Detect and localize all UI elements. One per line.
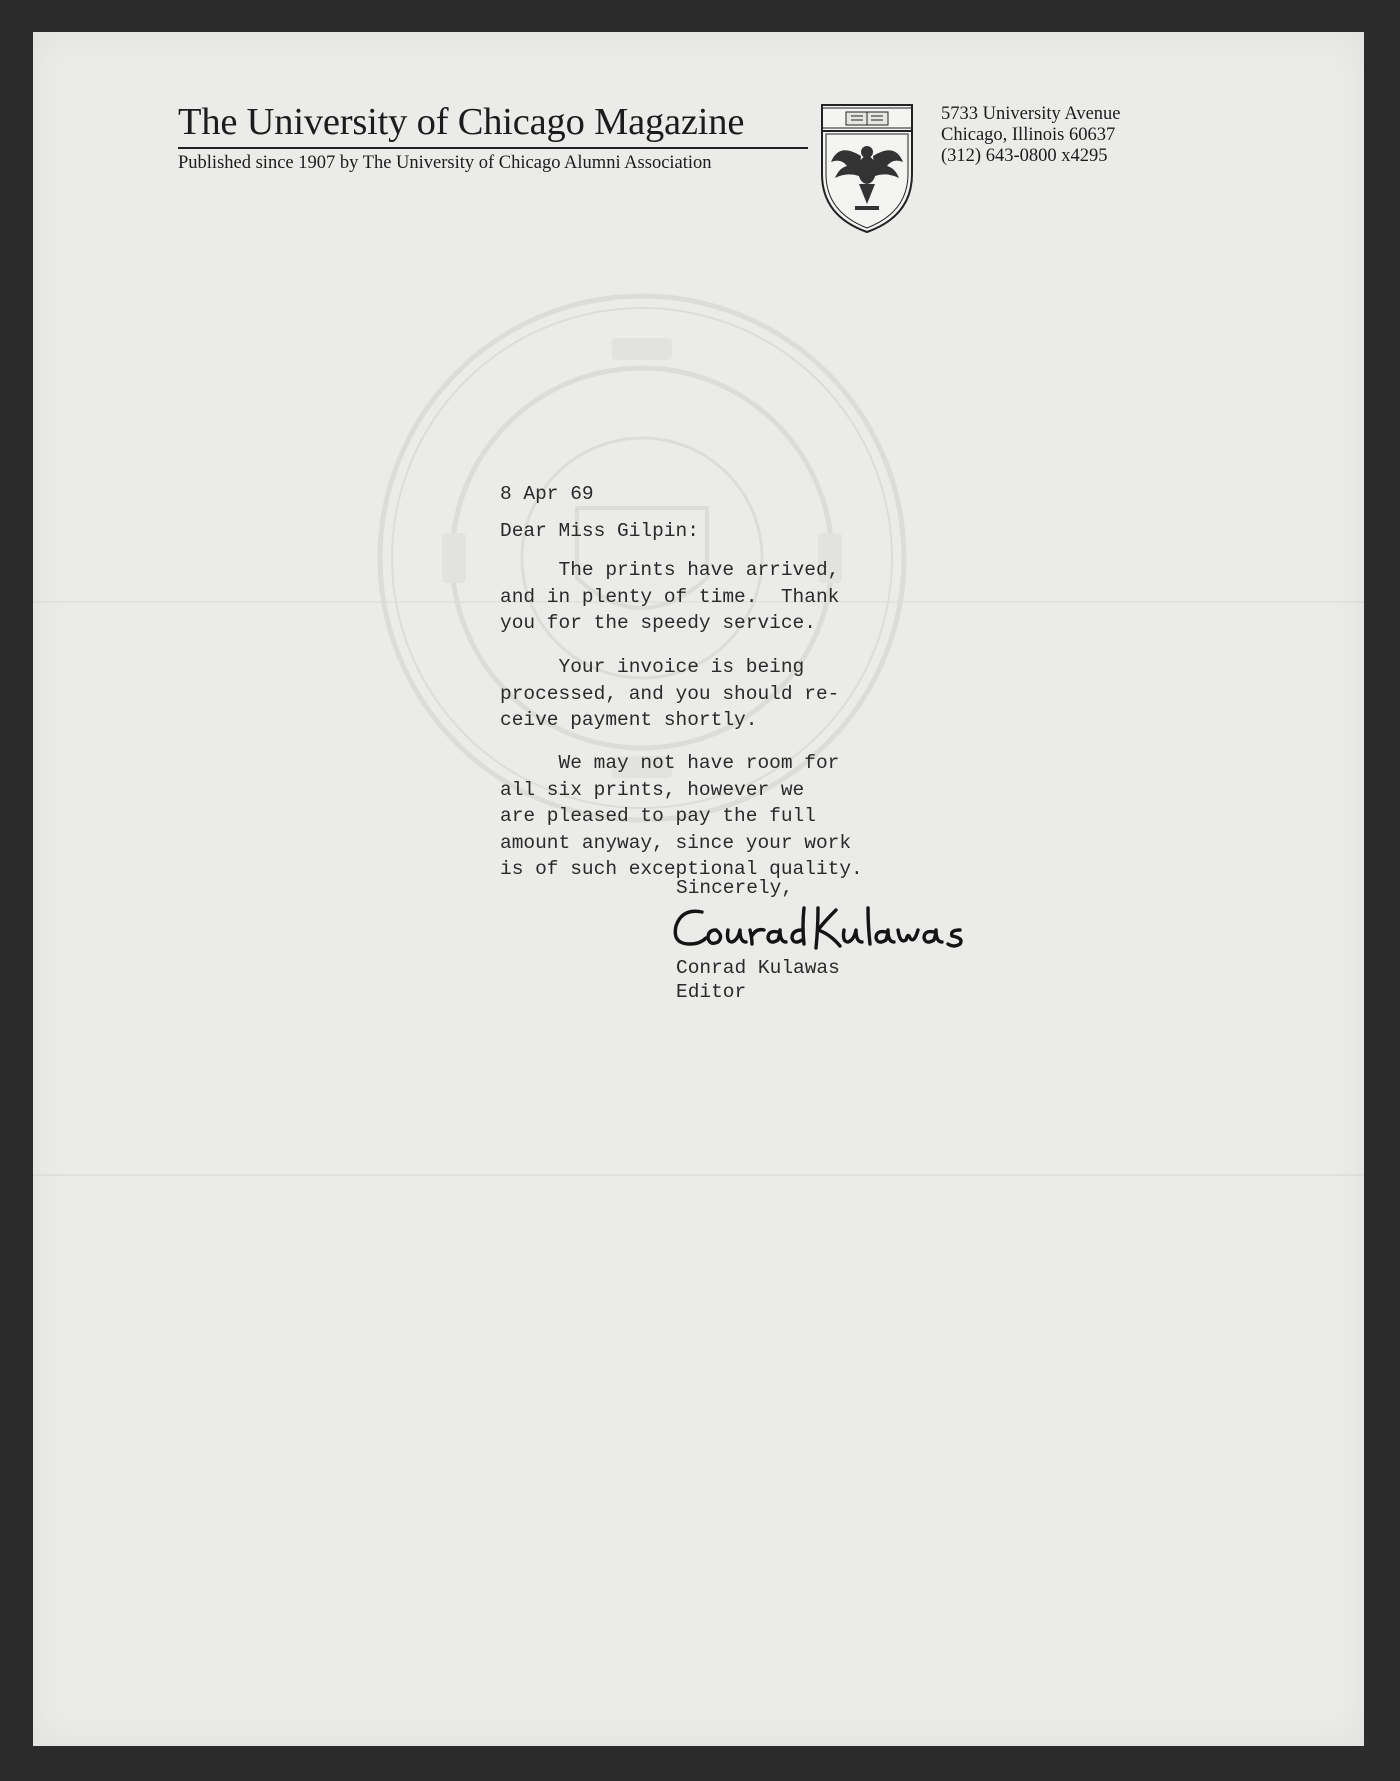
- paragraph-2: Your invoice is being processed, and you should re- ceive payment shortly.: [500, 656, 840, 731]
- paragraph-3: We may not have room for all six prints, however we are pleased to pay the full amount anyway, since your work is of such exceptional quality.: [500, 752, 863, 880]
- publisher-line: Published since 1907 by The University of Chicago Alumni Association: [178, 153, 712, 173]
- salutation: Dear Miss Gilpin:: [500, 520, 699, 542]
- street-address: 5733 University Avenue: [941, 104, 1121, 124]
- signer-title: Editor: [676, 981, 747, 1003]
- phone-number: (312) 643-0800 x4295: [941, 146, 1108, 166]
- closing: Sincerely,: [676, 877, 794, 899]
- signer-name: Conrad Kulawas: [676, 957, 840, 979]
- letter-date: 8 Apr 69: [500, 483, 594, 505]
- magazine-title: The University of Chicago Magazine: [178, 101, 745, 143]
- fold-line: [33, 1174, 1364, 1176]
- letterhead-address: [941, 104, 1181, 167]
- university-shield-logo: [821, 104, 913, 234]
- handwritten-signature: [668, 900, 978, 956]
- paragraph-1: The prints have arrived, and in plenty of time. Thank you for the speedy service.: [500, 559, 840, 634]
- city-state-zip: Chicago, Illinois 60637: [941, 125, 1116, 145]
- title-rule: [178, 147, 808, 149]
